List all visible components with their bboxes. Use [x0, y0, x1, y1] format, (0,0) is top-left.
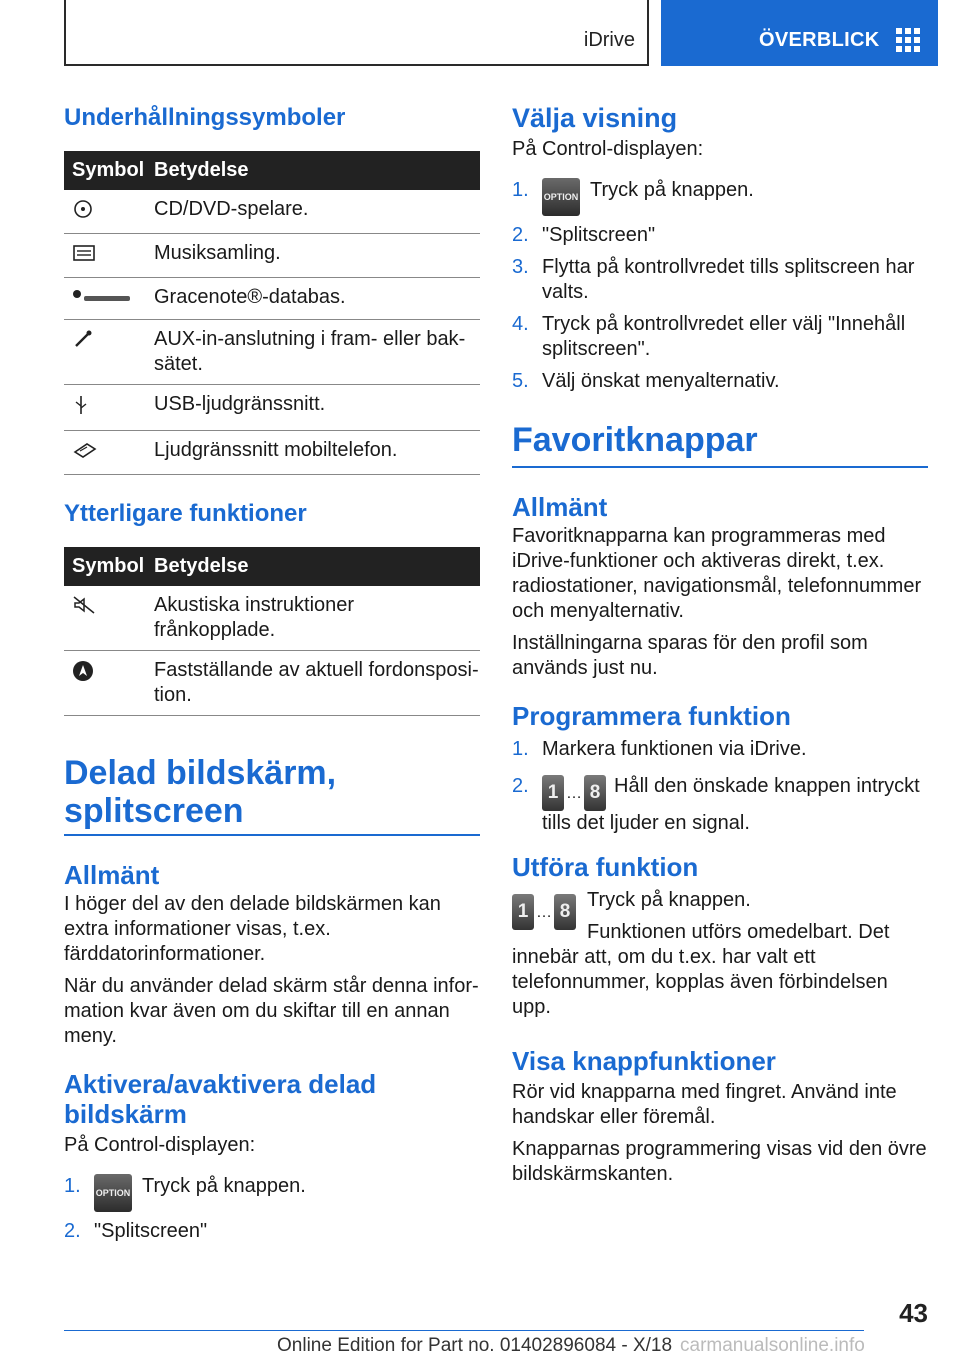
symbol-meaning: Akustiska instruktioner frånkopplade.	[152, 586, 480, 651]
symbol-meaning: CD/DVD-spelare.	[152, 190, 480, 234]
favorites-title-block	[512, 420, 928, 468]
symbol-meaning: AUX-in-anslutning i fram- eller baksätet.	[152, 320, 480, 385]
step-text: "Splitscreen"	[94, 1220, 208, 1242]
list-item	[512, 312, 928, 362]
table-row	[64, 431, 480, 475]
step-text: Håll den önskade knappen intryckt tills det ljuder en signal.	[542, 775, 920, 834]
entertainment-symbols-table	[64, 151, 480, 475]
favorites-heading: Favoritknappar	[512, 421, 758, 459]
col-header-meaning: Betydelse	[152, 151, 480, 190]
table-row	[64, 651, 480, 716]
table-row	[64, 586, 480, 651]
activate-splitscreen-heading: Aktivera/avaktivera delad bildskärm	[64, 1069, 377, 1129]
music-collection-icon	[72, 243, 96, 263]
step-number: 2.	[512, 224, 529, 246]
left-column	[64, 100, 480, 1251]
step-number: 5.	[512, 370, 529, 392]
list-item	[512, 178, 928, 216]
table-row	[64, 234, 480, 278]
list-item	[64, 1174, 480, 1212]
symbol-meaning: Fastställande av aktuell fordonsposition.	[152, 651, 480, 716]
navigation-arrow-icon	[72, 660, 94, 682]
step-number: 2.	[512, 775, 529, 797]
program-function-heading: Programmera funktion	[512, 701, 791, 731]
step-number: 1.	[64, 1175, 81, 1197]
table-row	[64, 320, 480, 385]
step-number: 1.	[512, 179, 529, 201]
general-paragraph-2: När du använder delad skärm står denna information kvar även om du skiftar till en annan meny.	[64, 975, 479, 1047]
favorite-key-8-icon: 8	[554, 894, 576, 930]
key-range-dots: …	[536, 904, 552, 921]
symbols-heading: Underhållningssymboler	[64, 104, 346, 131]
symbol-meaning: Ljudgränssnitt mobiltelefon.	[152, 431, 480, 475]
header-title-box	[64, 0, 649, 66]
favorite-key-1-icon: 1	[512, 894, 534, 930]
execute-paragraph-2: Funktionen utförs omedelbart. Det innebär att, om du t.ex. har valt ett telefonnummer, kopplas även förbindelsen upp.	[512, 921, 890, 1018]
choose-view-heading: Välja visning	[512, 103, 678, 133]
favorites-general-heading: Allmänt	[512, 492, 608, 522]
table-row	[64, 385, 480, 431]
cd-dvd-icon	[72, 199, 94, 219]
list-item	[512, 774, 928, 836]
step-text: Tryck på kontrollvredet eller välj "Innehåll splitscreen".	[542, 313, 906, 360]
table-header-row	[64, 547, 480, 586]
key-range-dots: …	[566, 785, 582, 802]
table-row	[64, 278, 480, 320]
symbol-meaning: USB-ljudgränssnitt.	[152, 385, 480, 431]
list-item	[512, 369, 928, 394]
step-text: Välj önskat menyalternativ.	[542, 370, 780, 392]
col-header-meaning: Betydelse	[152, 547, 480, 586]
favorite-key-1-icon: 1	[542, 775, 564, 811]
footer-divider	[64, 1330, 864, 1331]
usb-icon	[72, 394, 90, 416]
gracenote-logo-icon	[72, 287, 134, 305]
splitscreen-heading-line1: Delad bildskärm,	[64, 754, 337, 792]
overview-tab[interactable]	[661, 0, 938, 66]
show-paragraph-1: Rör vid knapparna med fingret. Använd inte handskar eller föremål.	[512, 1081, 897, 1128]
execute-function-heading: Utföra funktion	[512, 852, 699, 882]
watermark: carmanualsonline.info	[680, 1335, 865, 1356]
option-button-icon: OPTION	[542, 178, 580, 216]
step-number: 2.	[64, 1220, 81, 1242]
choose-steps	[512, 178, 928, 394]
right-column	[512, 100, 928, 1187]
choose-intro: På Control-displayen:	[512, 138, 704, 160]
activate-intro: På Control-displayen:	[64, 1134, 256, 1156]
favorites-paragraph-2: Inställningarna sparas för den profil som används just nu.	[512, 632, 868, 679]
option-button-icon: OPTION	[94, 1174, 132, 1212]
table-row	[64, 190, 480, 234]
favorites-paragraph-1: Favoritknapparna kan programmeras med iDrive-funktioner och aktiveras direkt, t.ex. radiostationer, navigationsmål, telefonnummer och menyalternativ.	[512, 525, 922, 622]
execute-block	[512, 888, 928, 1020]
splitscreen-title-block	[64, 754, 480, 836]
step-number: 1.	[512, 738, 529, 760]
activate-steps	[64, 1174, 480, 1244]
list-item	[512, 255, 928, 305]
show-paragraph-2: Knapparnas programmering visas vid den övre bildskärmskanten.	[512, 1138, 927, 1185]
list-item	[64, 1219, 480, 1244]
step-number: 4.	[512, 313, 529, 335]
symbol-meaning: Musiksamling.	[152, 234, 480, 278]
step-text: Flytta på kontrollvredet tills splitscreen har valts.	[542, 256, 915, 303]
col-header-symbol: Symbol	[64, 151, 152, 190]
step-text: "Splitscreen"	[542, 224, 656, 246]
step-text: Tryck på knappen.	[142, 1175, 306, 1197]
step-text: Markera funktionen via iDrive.	[542, 738, 807, 760]
execute-paragraph-1: Tryck på knappen.	[587, 889, 751, 911]
favorite-key-8-icon: 8	[584, 775, 606, 811]
overview-label: ÖVERBLICK	[759, 29, 880, 51]
page-number: 43	[899, 1298, 928, 1328]
program-steps	[512, 737, 928, 836]
splitscreen-heading-line2: splitscreen	[64, 792, 244, 830]
step-text: Tryck på knappen.	[590, 179, 754, 201]
table-header-row	[64, 151, 480, 190]
mobile-phone-icon	[72, 440, 98, 460]
col-header-symbol: Symbol	[64, 547, 152, 586]
extra-functions-heading: Ytterligare funktioner	[64, 500, 307, 527]
symbol-meaning: Gracenote®-databas.	[152, 278, 480, 320]
footer-edition: Online Edition for Part no. 01402896084 - X/18	[277, 1335, 673, 1356]
extra-functions-table	[64, 547, 480, 716]
speaker-off-icon	[72, 595, 96, 615]
step-number: 3.	[512, 256, 529, 278]
grid-menu-icon	[896, 28, 920, 52]
aux-plug-icon	[72, 329, 94, 349]
header-section-label: iDrive	[583, 29, 635, 51]
general-heading: Allmänt	[64, 860, 160, 890]
show-key-functions-heading: Visa knappfunktioner	[512, 1046, 776, 1076]
list-item	[512, 737, 928, 762]
list-item	[512, 223, 928, 248]
general-paragraph-1: I höger del av den delade bildskärmen kan extra informationer visas, t.ex. färddatorinformationer.	[64, 893, 441, 965]
favorite-keys-graphic	[512, 894, 576, 930]
